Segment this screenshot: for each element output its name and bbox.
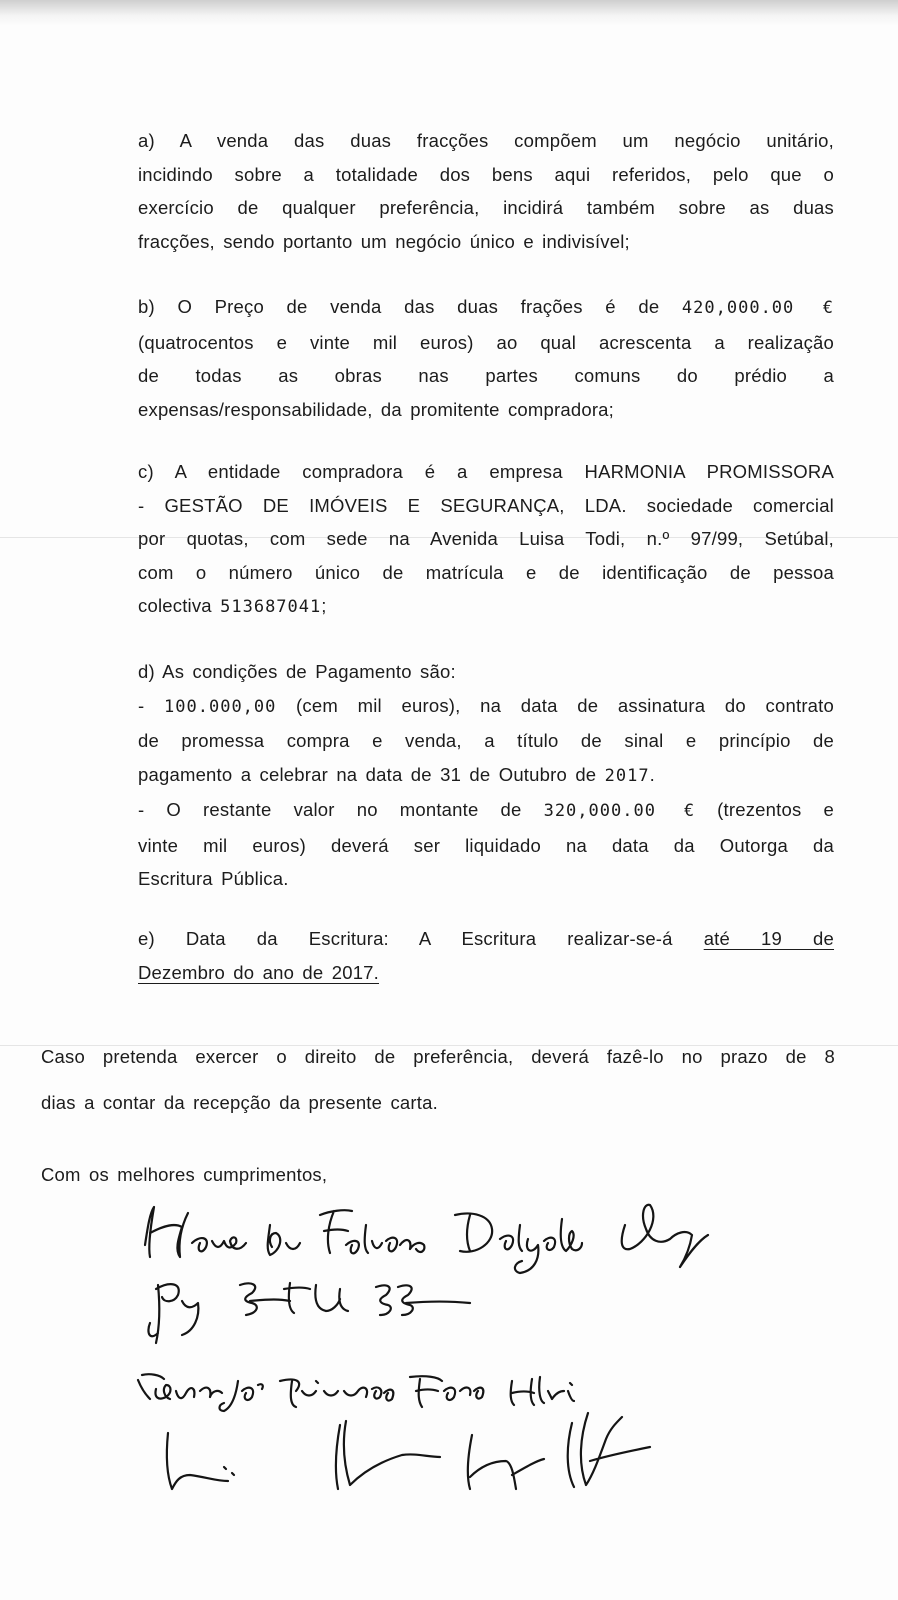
- clause-e-text: e) Data da Escritura: A Escritura realizar-se-á: [138, 928, 704, 949]
- clause-a-line: incidindo sobre a totalidade dos bens aqui referidos, pelo que o: [138, 163, 834, 185]
- payment-1-line: de promessa compra e venda, a título de sinal e princípio de: [138, 730, 834, 751]
- clause-d-text: -: [138, 694, 165, 716]
- payment-1-line: [138, 758, 834, 794]
- clause-d-text: (cem mil euros), na data de assinatura do contrato: [276, 694, 835, 716]
- clause-a-line: a) A venda das duas fracções compõem um negócio unitário,: [138, 130, 834, 151]
- signature-3: [138, 1374, 574, 1411]
- closing-paragraph: [41, 1034, 835, 1126]
- closing-line: dias a contar da recepção da presente carta.: [41, 1092, 438, 1113]
- clause-c: [138, 455, 834, 625]
- payment-2-line: vinte mil euros) deverá ser liquidado na data da Outorga da: [138, 834, 834, 856]
- sale-price: 420,000.00 €: [681, 298, 834, 318]
- clause-b-line: [138, 290, 834, 326]
- payment-1-line: [138, 689, 834, 725]
- clause-e: [138, 922, 834, 989]
- clause-c-text: colectiva: [138, 595, 221, 616]
- clause-d-text: - O restante valor no montante de: [138, 799, 544, 820]
- clause-b-text: b) O Preço de venda das duas frações é de: [138, 296, 682, 317]
- closing-line: Caso pretenda exercer o direito de preferência, deverá fazê-lo no prazo de 8: [41, 1046, 835, 1067]
- clause-b: [138, 290, 834, 426]
- payment-2-line: [138, 793, 834, 829]
- deed-deadline: Dezembro do ano de 2017.: [138, 961, 380, 983]
- clause-c-line: com o número único de matrícula e de identificação de pessoa: [138, 561, 834, 583]
- clause-d-text: pagamento a celebrar na data de 31 de Outubro de: [138, 763, 605, 785]
- clause-d: [138, 655, 834, 896]
- clause-e-line: [138, 922, 834, 956]
- clause-d-title: d) As condições de Pagamento são:: [138, 661, 456, 682]
- clause-c-line: [138, 589, 834, 625]
- signatures: [120, 1185, 740, 1525]
- company-nipc: 513687041: [220, 597, 322, 617]
- payment-2-line: Escritura Pública.: [138, 868, 289, 889]
- scan-top-shadow: [0, 0, 898, 26]
- closing-greeting: Com os melhores cumprimentos,: [41, 1164, 328, 1185]
- clause-b-line: expensas/responsabilidade, da promitente compradora;: [138, 398, 615, 420]
- clause-d-text: (trezentos e: [695, 799, 834, 820]
- clause-b-line: de todas as obras nas partes comuns do prédio a: [138, 365, 834, 386]
- payment-2-amount: 320,000.00 €: [543, 801, 696, 821]
- payment-1-amount: 100.000,00: [164, 696, 277, 717]
- clause-c-text: ;: [321, 595, 327, 616]
- clause-c-line: c) A entidade compradora é a empresa HARMONIA PROMISSORA: [138, 461, 834, 482]
- signature-4: [167, 1413, 650, 1489]
- clause-a-line: exercício de qualquer preferência, incidirá também sobre as duas: [138, 197, 834, 218]
- clause-a: [138, 124, 834, 258]
- signature-2: [148, 1283, 470, 1343]
- payment-1-year: 2017: [604, 765, 650, 786]
- signature-1: [145, 1205, 708, 1273]
- clause-b-line: (quatrocentos e vinte mil euros) ao qual acrescenta a realização: [138, 331, 834, 353]
- clause-e-line: [138, 956, 834, 990]
- clause-c-line: por quotas, com sede na Avenida Luisa Todi, n.º 97/99, Setúbal,: [138, 528, 834, 549]
- deed-deadline: até 19 de: [703, 928, 835, 949]
- clause-a-line: fracções, sendo portanto um negócio único e indivisível;: [138, 230, 630, 252]
- clause-d-text: .: [649, 763, 655, 785]
- clause-c-line: - GESTÃO DE IMÓVEIS E SEGURANÇA, LDA. sociedade comercial: [138, 494, 834, 516]
